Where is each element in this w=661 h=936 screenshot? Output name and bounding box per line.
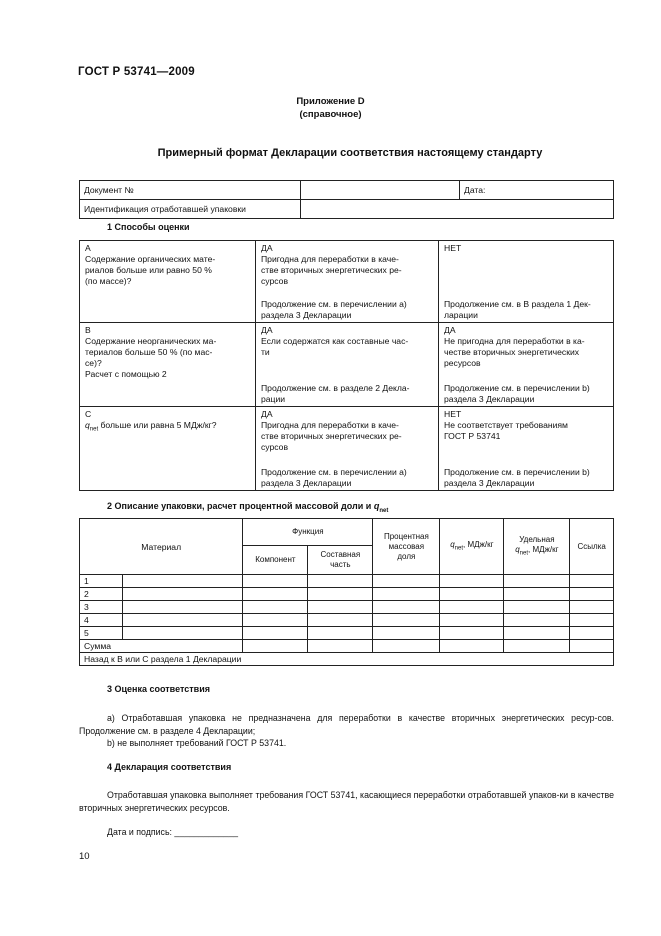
row-c-yes xyxy=(256,407,439,491)
reference-cell xyxy=(570,627,614,640)
mass-cell xyxy=(373,614,440,627)
qnet-cell xyxy=(440,614,504,627)
row-c-yes-text: ДА Пригодна для переработки в каче- стве вторичных энергетических ре- сурсов xyxy=(261,409,402,452)
table-row xyxy=(80,627,614,640)
function-header: Функция xyxy=(243,519,373,546)
component-cell xyxy=(243,575,308,588)
table-row xyxy=(80,323,614,407)
section3-item-b: b) не выполняет требований ГОСТ Р 53741. xyxy=(107,738,287,748)
q-symbol: q xyxy=(450,539,455,549)
document-title: Примерный формат Декларации соответствия настоящему стандарту xyxy=(157,147,543,159)
sum-label: Сумма xyxy=(80,640,243,653)
section2-title-text: 2 Описание упаковки, расчет процентной массовой доли и xyxy=(107,501,374,511)
mass-share-header: Процентная массовая доля xyxy=(373,519,440,575)
row-a-no xyxy=(439,241,614,323)
material-cell xyxy=(123,575,243,588)
row-number: 4 xyxy=(80,614,123,627)
material-header: Материал xyxy=(80,519,243,575)
section1-title: 1 Способы оценки xyxy=(107,222,190,232)
table-row xyxy=(80,640,614,653)
row-b-question: В Содержание неорганических ма- териалов больше 50 % (по мас- се)? Расчет с помощью 2 xyxy=(80,323,256,407)
info-table xyxy=(79,180,614,219)
component-cell xyxy=(243,627,308,640)
section3-title: 3 Оценка соответствия xyxy=(107,684,210,694)
row-number: 3 xyxy=(80,601,123,614)
row-a-no-continue: Продолжение см. в В раздела 1 Дек- ларации xyxy=(444,299,591,320)
mass-cell xyxy=(373,601,440,614)
table-row xyxy=(80,653,614,666)
row-c-no xyxy=(439,407,614,491)
q-symbol: q xyxy=(85,420,90,430)
row-a-yes-text: ДА Пригодна для переработки в каче- стве вторичных энергетических ре- сурсов xyxy=(261,243,402,286)
table-row xyxy=(80,575,614,588)
date-label: Дата: xyxy=(460,181,614,200)
document-number-value xyxy=(301,181,460,200)
specific-label: Удельная xyxy=(519,534,555,544)
component-header: Компонент xyxy=(243,546,308,575)
mass-cell xyxy=(373,575,440,588)
page-number: 10 xyxy=(79,851,90,862)
table-row xyxy=(80,588,614,601)
composite-cell xyxy=(308,575,373,588)
composite-cell xyxy=(308,640,373,653)
q-subscript: net xyxy=(454,545,463,552)
qnet-cell xyxy=(440,640,504,653)
reference-cell xyxy=(570,575,614,588)
table-row xyxy=(80,614,614,627)
specific-qnet-header xyxy=(504,519,570,575)
table-row xyxy=(80,601,614,614)
appendix-title: Приложение D xyxy=(296,96,365,107)
component-cell xyxy=(243,588,308,601)
row-c-letter: С xyxy=(85,409,92,419)
component-cell xyxy=(243,640,308,653)
reference-cell xyxy=(570,588,614,601)
reference-cell xyxy=(570,601,614,614)
row-c-text: больше или равна 5 МДж/кг? xyxy=(98,420,217,430)
signature-line: Дата и подпись: _____________ xyxy=(107,827,239,837)
reference-cell xyxy=(570,640,614,653)
row-a-question: А Содержание органических мате- риалов больше или равно 50 % (по массе)? xyxy=(80,241,256,323)
mass-cell xyxy=(373,640,440,653)
standard-header: ГОСТ Р 53741—2009 xyxy=(78,66,195,78)
section2-title xyxy=(107,501,388,514)
row-c-question xyxy=(80,407,256,491)
document-number-label: Документ № xyxy=(80,181,301,200)
section4-text: Отработавшая упаковка выполняет требования ГОСТ 53741, касающиеся переработки отработавшей упаков-ки в качестве вторичных энергетических ресурсов. xyxy=(79,790,614,813)
material-cell xyxy=(123,588,243,601)
reference-cell xyxy=(570,614,614,627)
appendix-subtitle: (справочное) xyxy=(299,109,362,120)
composite-cell xyxy=(308,614,373,627)
row-a-yes xyxy=(256,241,439,323)
identification-value xyxy=(301,200,614,219)
back-reference: Назад к В или С раздела 1 Декларации xyxy=(80,653,614,666)
qnet-cell xyxy=(440,575,504,588)
row-b-yes2-continue: Продолжение см. в перечислении b) раздела 3 Декларации xyxy=(444,383,590,404)
specific-cell xyxy=(504,627,570,640)
specific-cell xyxy=(504,588,570,601)
material-cell xyxy=(123,601,243,614)
row-c-no-text: НЕТ Не соответствует требованиям ГОСТ Р 53741 xyxy=(444,409,568,441)
component-cell xyxy=(243,614,308,627)
q-symbol: q xyxy=(373,501,380,511)
qnet-cell xyxy=(440,627,504,640)
section3-item-a: а) Отработавшая упаковка не предназначена для переработки в качестве вторичных энергетических ресур-сов. Продолжение см. в разделе 4 Декларации; xyxy=(79,713,614,736)
identification-label: Идентификация отработавшей упаковки xyxy=(80,200,301,219)
specific-cell xyxy=(504,601,570,614)
component-cell xyxy=(243,601,308,614)
qnet-unit: , МДж/кг xyxy=(463,539,494,549)
reference-header: Ссылка xyxy=(570,519,614,575)
qnet-cell xyxy=(440,601,504,614)
qnet-cell xyxy=(440,588,504,601)
table-row xyxy=(80,407,614,491)
specific-cell xyxy=(504,575,570,588)
specific-cell xyxy=(504,614,570,627)
specific-cell xyxy=(504,640,570,653)
row-c-no-continue: Продолжение см. в перечислении b) раздела 3 Декларации xyxy=(444,467,590,488)
q-subscript: net xyxy=(519,550,528,557)
q-subscript: net xyxy=(89,426,99,433)
composite-header: Составная часть xyxy=(308,546,373,575)
assessment-table xyxy=(79,240,614,491)
qnet-header xyxy=(440,519,504,575)
composite-cell xyxy=(308,601,373,614)
material-cell xyxy=(123,614,243,627)
material-cell xyxy=(123,627,243,640)
specific-unit: , МДж/кг xyxy=(528,544,559,554)
q-subscript: net xyxy=(379,507,389,514)
mass-cell xyxy=(373,588,440,601)
table-row xyxy=(80,241,614,323)
composite-cell xyxy=(308,627,373,640)
composite-cell xyxy=(308,588,373,601)
row-b-yes-text: ДА Если содержатся как составные час- ти xyxy=(261,325,409,357)
row-number: 5 xyxy=(80,627,123,640)
row-a-no-text: НЕТ xyxy=(444,243,462,253)
row-b-yes-inorganic xyxy=(439,323,614,407)
row-a-yes-continue: Продолжение см. в перечислении а) раздела 3 Декларации xyxy=(261,299,407,320)
row-number: 2 xyxy=(80,588,123,601)
row-b-yes xyxy=(256,323,439,407)
row-number: 1 xyxy=(80,575,123,588)
mass-cell xyxy=(373,627,440,640)
section4-title: 4 Декларация соответствия xyxy=(107,762,232,772)
row-b-yes2-text: ДА Не пригодна для переработки в ка- честве вторичных энергетических ресурсов xyxy=(444,325,585,368)
q-symbol: q xyxy=(515,544,520,554)
row-b-yes-continue: Продолжение см. в разделе 2 Декла- рации xyxy=(261,383,410,404)
row-c-yes-continue: Продолжение см. в перечислении а) раздела 3 Декларации xyxy=(261,467,407,488)
material-table xyxy=(79,518,614,666)
